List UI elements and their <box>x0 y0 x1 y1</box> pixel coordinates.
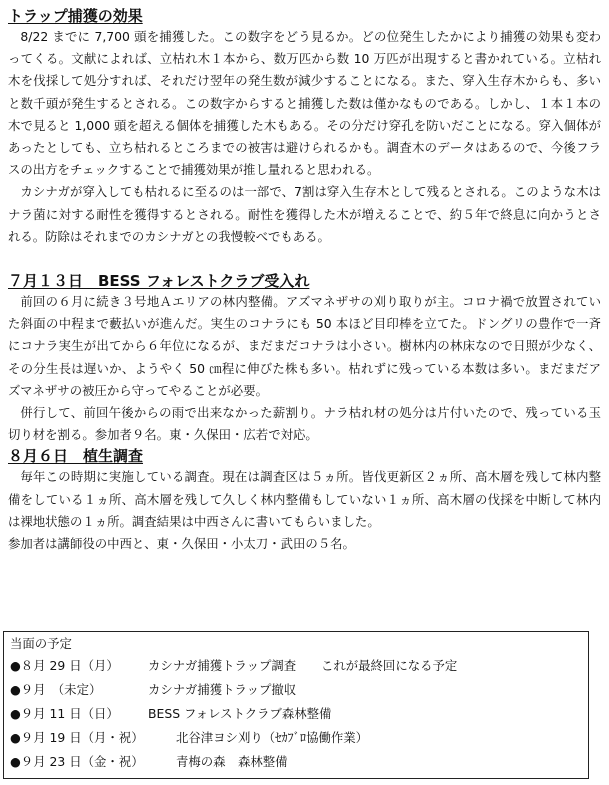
paragraph: 8/22 までに 7,700 頭を捕獲した。この数字をどう見るか。どの位発生したかにより捕獲の効果も変わってくる。文献によれば、立枯れ木１本から、数万匹から数 10 万匹が出現すると書かれている。立枯れ木を伐採して処分すれば、それだけ翌年の発生数が減少することになる。また、穿入生存木からも、多いと数千頭が発生するとされる。この数字からすると捕獲した数は僅かなものである。しかし、１本１本の木で見ると 1,000 頭を超える個体を捕獲した木もある。その分だけ穿孔を防いだことになる。穿入個体があったとしても、立ち枯れるところまでの被害は避けられるかも。調査木のデータはあるので、今後フラスの出方をチェックすることで捕獲効果が推し量れると思われる。 <box>8 29 601 178</box>
schedule-date: ●８月 29 日（月） <box>10 658 119 673</box>
paragraph: カシナガが穿入しても枯れるに至るのは一部で、7割は穿入生存木として残るとされる。このような木はナラ菌に対する耐性を獲得するとされる。耐性を獲得した木が増えることで、約５年で終息に向かうとされる。防除はそれまでのカシナガとの我慢較べでもある。 <box>8 184 601 244</box>
schedule-item <box>10 702 582 726</box>
schedule-date: ●９月 19 日（月・祝） <box>10 730 144 745</box>
section-heading: ８月６日 植生調査 <box>8 447 144 466</box>
paragraph: 前回の６月に続き３号地Ａエリアの林内整備。アズマネザサの刈り取りが主。コロナ禍で放置されていた斜面の中程まで藪払いが進んだ。実生のコナラにも 50 本ほど目印棒を立てた。ドングリの豊作で一斉にコナラ実生が出てから６年位になるが、まだまだコナラは小さい。樹林内の林床なので日照が少なく、その分生長は遅いか、ようやく 50 ㎝程に伸びた株も多い。枯れずに残っている本数は多い。まだまだアズマネザサの被圧から守ってやることが必要。 <box>8 294 601 398</box>
participants-line: 参加者は講師役の中西と、東・久保田・小太刀・武田の５名。 <box>8 536 355 552</box>
schedule-title: 当面の予定 <box>10 636 72 651</box>
paragraph: 毎年この時期に実施している調査。現在は調査区は５ヵ所。皆伐更新区２ヵ所、高木層を残して林内整備をしている１ヵ所、高木層を残して久しく林内整備もしていない１ヵ所、高木層の伐採を中断して林内は裸地状態の１ヵ所。調査結果は中西さんに書いてもらいました。 <box>8 469 601 529</box>
schedule-desc: 青梅の森 森林整備 <box>176 754 288 769</box>
schedule-date: ●９月 23 日（金・祝） <box>10 754 144 769</box>
schedule-item <box>10 726 582 750</box>
paragraph: 併行して、前回午後からの雨で出来なかった薪割り。ナラ枯れ材の処分は片付いたので、残っている玉切り材を割る。参加者９名。東・久保田・広若で対応。 <box>8 405 601 443</box>
section-heading: ７月１３日 BESS フォレストクラブ受入れ <box>8 272 310 291</box>
schedule-item <box>10 750 582 774</box>
schedule-date: ●９月 11 日（日） <box>10 706 119 721</box>
schedule-desc: BESS フォレストクラブ森林整備 <box>148 706 332 721</box>
schedule-desc: カシナガ捕獲トラップ調査 これが最終回になる予定 <box>148 658 458 673</box>
schedule-box <box>3 631 589 779</box>
section-heading: トラップ捕獲の効果 <box>8 7 143 25</box>
schedule-desc: カシナガ捕獲トラップ撤収 <box>148 682 297 697</box>
schedule-date: ●９月 （未定） <box>10 682 102 697</box>
section-bess-forest-club <box>8 271 601 446</box>
section-vegetation-survey <box>8 446 601 555</box>
schedule-item <box>10 654 582 678</box>
schedule-desc: 北谷津ヨシ刈り（ｾｶﾌﾞﾛ協働作業） <box>176 730 369 745</box>
section-trap-effect <box>8 6 601 248</box>
schedule-item <box>10 678 582 702</box>
newsletter-page <box>8 6 601 555</box>
